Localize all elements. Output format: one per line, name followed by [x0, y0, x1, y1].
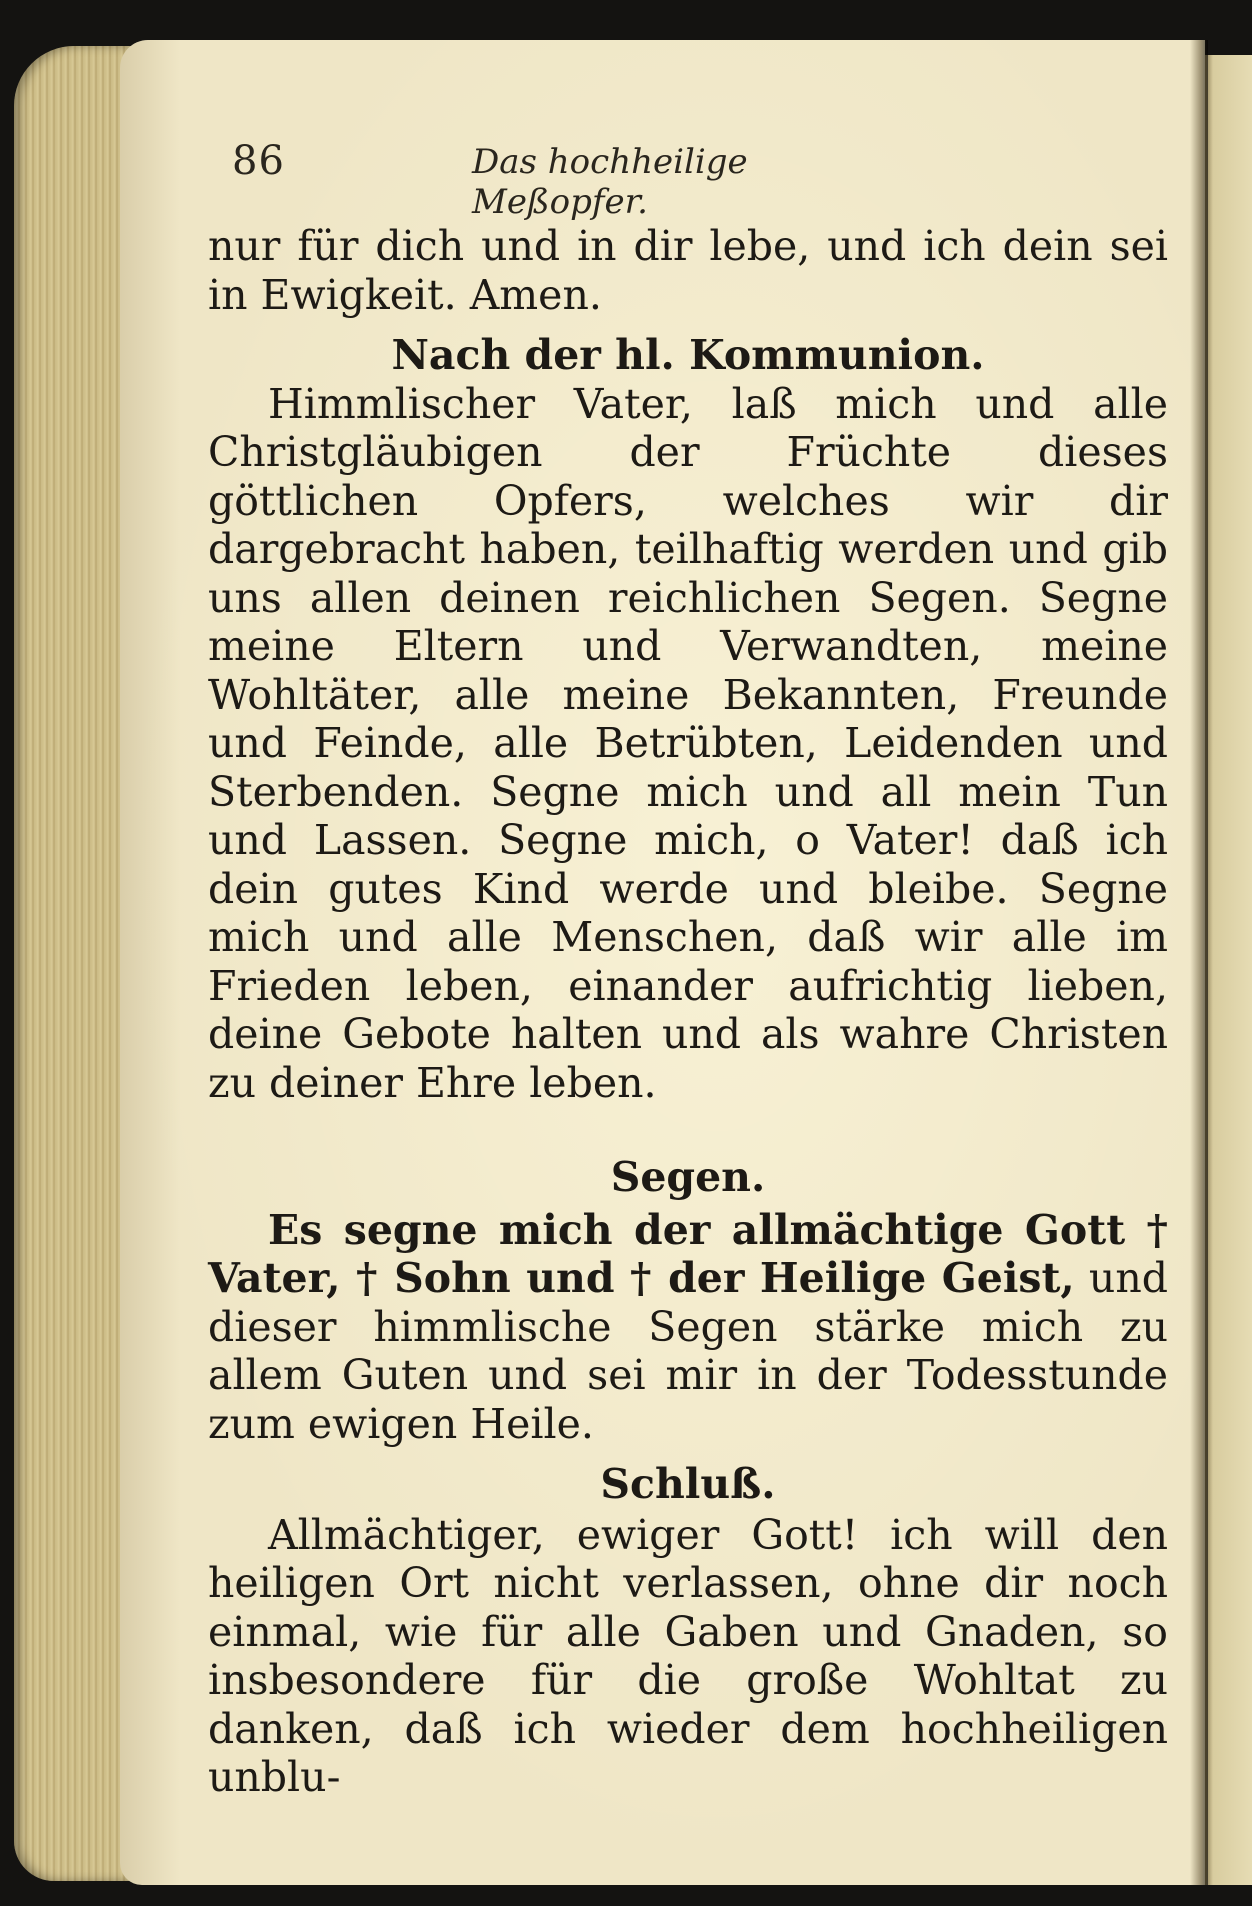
- intro-paragraph: nur für dich und in dir lebe, und ich dein sei in Ewigkeit. Amen.: [208, 222, 1168, 319]
- page-body: [208, 222, 1168, 1802]
- running-title: Das hochheilige Meßopfer.: [472, 142, 748, 222]
- closing-paragraph: Allmächtiger, ewiger Gott! ich will den heiligen Ort nicht verlassen, ohne dir noch einmal, wie für alle Gaben und Gnaden, so insbesondere für die große Wohltat zu danken, daß ich wieder dem hochheiligen unblu-: [208, 1510, 1168, 1801]
- communion-paragraph: Himmlischer Vater, laß mich und alle Christgläubigen der Früchte dieses göttlichen Opfers, welches wir dir dargebracht haben, teilhaftig werden und gib uns allen deinen reichlichen Segen. Segne meine Eltern und Verwandten, meine Wohltäter, alle meine Bekannten, Freunde und Feinde, alle Betrübten, Leidenden und Sterbenden. Segne mich und all mein Tun und Lassen. Segne mich, o Vater! daß ich dein gutes Kind werde und bleibe. Segne mich und alle Menschen, daß wir alle im Frieden leben, einander aufrichtig lieben, deine Gebote halten und als wahre Christen zu deiner Ehre leben.: [208, 379, 1168, 1107]
- page-number: 86: [232, 138, 285, 184]
- blessing-paragraph: [208, 1206, 1168, 1449]
- blessing-bold-text: Es segne mich der allmächtige Gott † Vater, † Sohn und † der Heilige Geist,: [208, 1205, 1168, 1302]
- heading-communion: Nach der hl. Kommunion.: [391, 331, 985, 379]
- heading-closing: Schluß.: [600, 1460, 776, 1508]
- page-gutter: [1190, 40, 1208, 1885]
- blessing-rest-text: und dieser himmlische Segen stärke mich zu allem Guten und sei mir in der Todesstunde zum ewigen Heile.: [208, 1254, 1168, 1448]
- heading-blessing: Segen.: [610, 1153, 766, 1201]
- page-header: [232, 138, 932, 222]
- next-page-edge: [1205, 55, 1252, 1885]
